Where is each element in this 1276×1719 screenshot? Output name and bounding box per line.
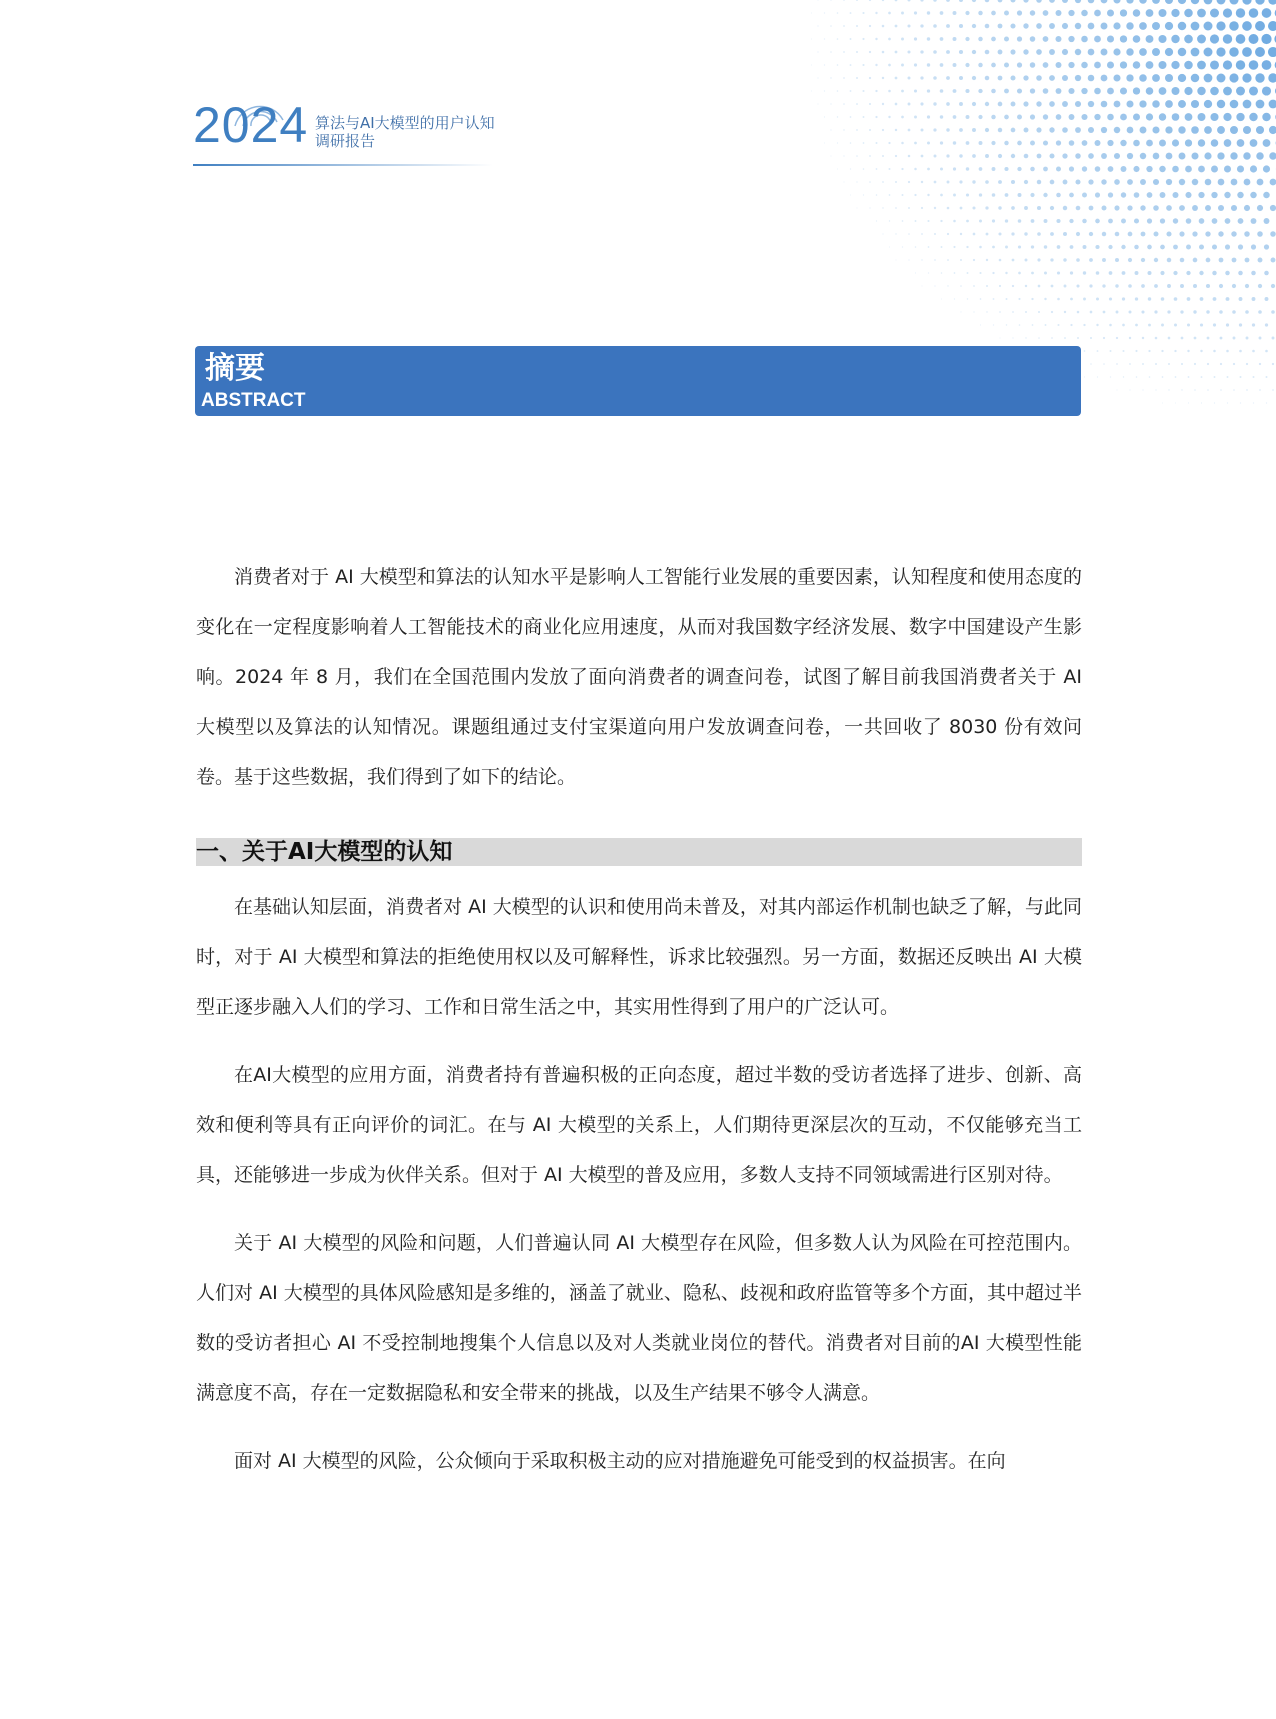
halftone-dot-decoration [636, 0, 1276, 520]
report-header [193, 94, 533, 170]
report-title [315, 114, 495, 150]
abstract-title: 摘要 [205, 351, 265, 386]
body-paragraph: 在基础认知层面，消费者对 AI 大模型的认识和使用尚未普及，对其内部运作机制也缺乏了解，与此同时，对于 AI 大模型和算法的拒绝使用权以及可解释性，诉求比较强烈。另一方面，数据还反映出 AI 大模型正逐步融入人们的学习、工作和日常生活之中，其实用性得到了用户的广泛认可。 [196, 896, 1082, 1018]
document-body [196, 552, 1082, 1486]
body-paragraph: 关于 AI 大模型的风险和问题，人们普遍认同 AI 大模型存在风险，但多数人认为风险在可控范围内。人们对 AI 大模型的具体风险感知是多维的，涵盖了就业、隐私、歧视和政府监管等多个方面，其中超过半数的受访者担心 AI 不受控制地搜集个人信息以及对人类就业岗位的替代。消费者对目前的AI 大模型性能满意度不高，存在一定数据隐私和安全带来的挑战，以及生产结果不够令人满意。 [196, 1232, 1082, 1404]
intro-paragraph: 消费者对于 AI 大模型和算法的认知水平是影响人工智能行业发展的重要因素，认知程度和使用态度的变化在一定程度影响着人工智能技术的商业化应用速度，从而对我国数字经济发展、数字中国建设产生影响。2024 年 8 月，我们在全国范围内发放了面向消费者的调查问卷，试图了解目前我国消费者关于 AI 大模型以及算法的认知情况。课题组通过支付宝渠道向用户发放调查问卷，一共回收了 8030 份有效问卷。基于这些数据，我们得到了如下的结论。 [196, 566, 1082, 788]
abstract-subtitle: ABSTRACT [201, 390, 306, 411]
abstract-banner [195, 346, 1081, 416]
header-underline [193, 164, 493, 166]
section-heading: 一、关于AI大模型的认知 [196, 838, 1082, 866]
report-title-line1: 算法与AI大模型的用户认知 [315, 114, 495, 132]
body-paragraph: 在AI大模型的应用方面，消费者持有普遍积极的正向态度，超过半数的受访者选择了进步、创新、高效和便利等具有正向评价的词汇。在与 AI 大模型的关系上，人们期待更深层次的互动，不仅能够充当工具，还能够进一步成为伙伴关系。但对于 AI 大模型的普及应用，多数人支持不同领域需进行区别对待。 [196, 1064, 1082, 1186]
body-paragraph: 面对 AI 大模型的风险，公众倾向于采取积极主动的应对措施避免可能受到的权益损害。在向 [234, 1450, 1006, 1472]
report-year: 2024 [193, 97, 309, 153]
report-title-line2: 调研报告 [315, 132, 376, 150]
